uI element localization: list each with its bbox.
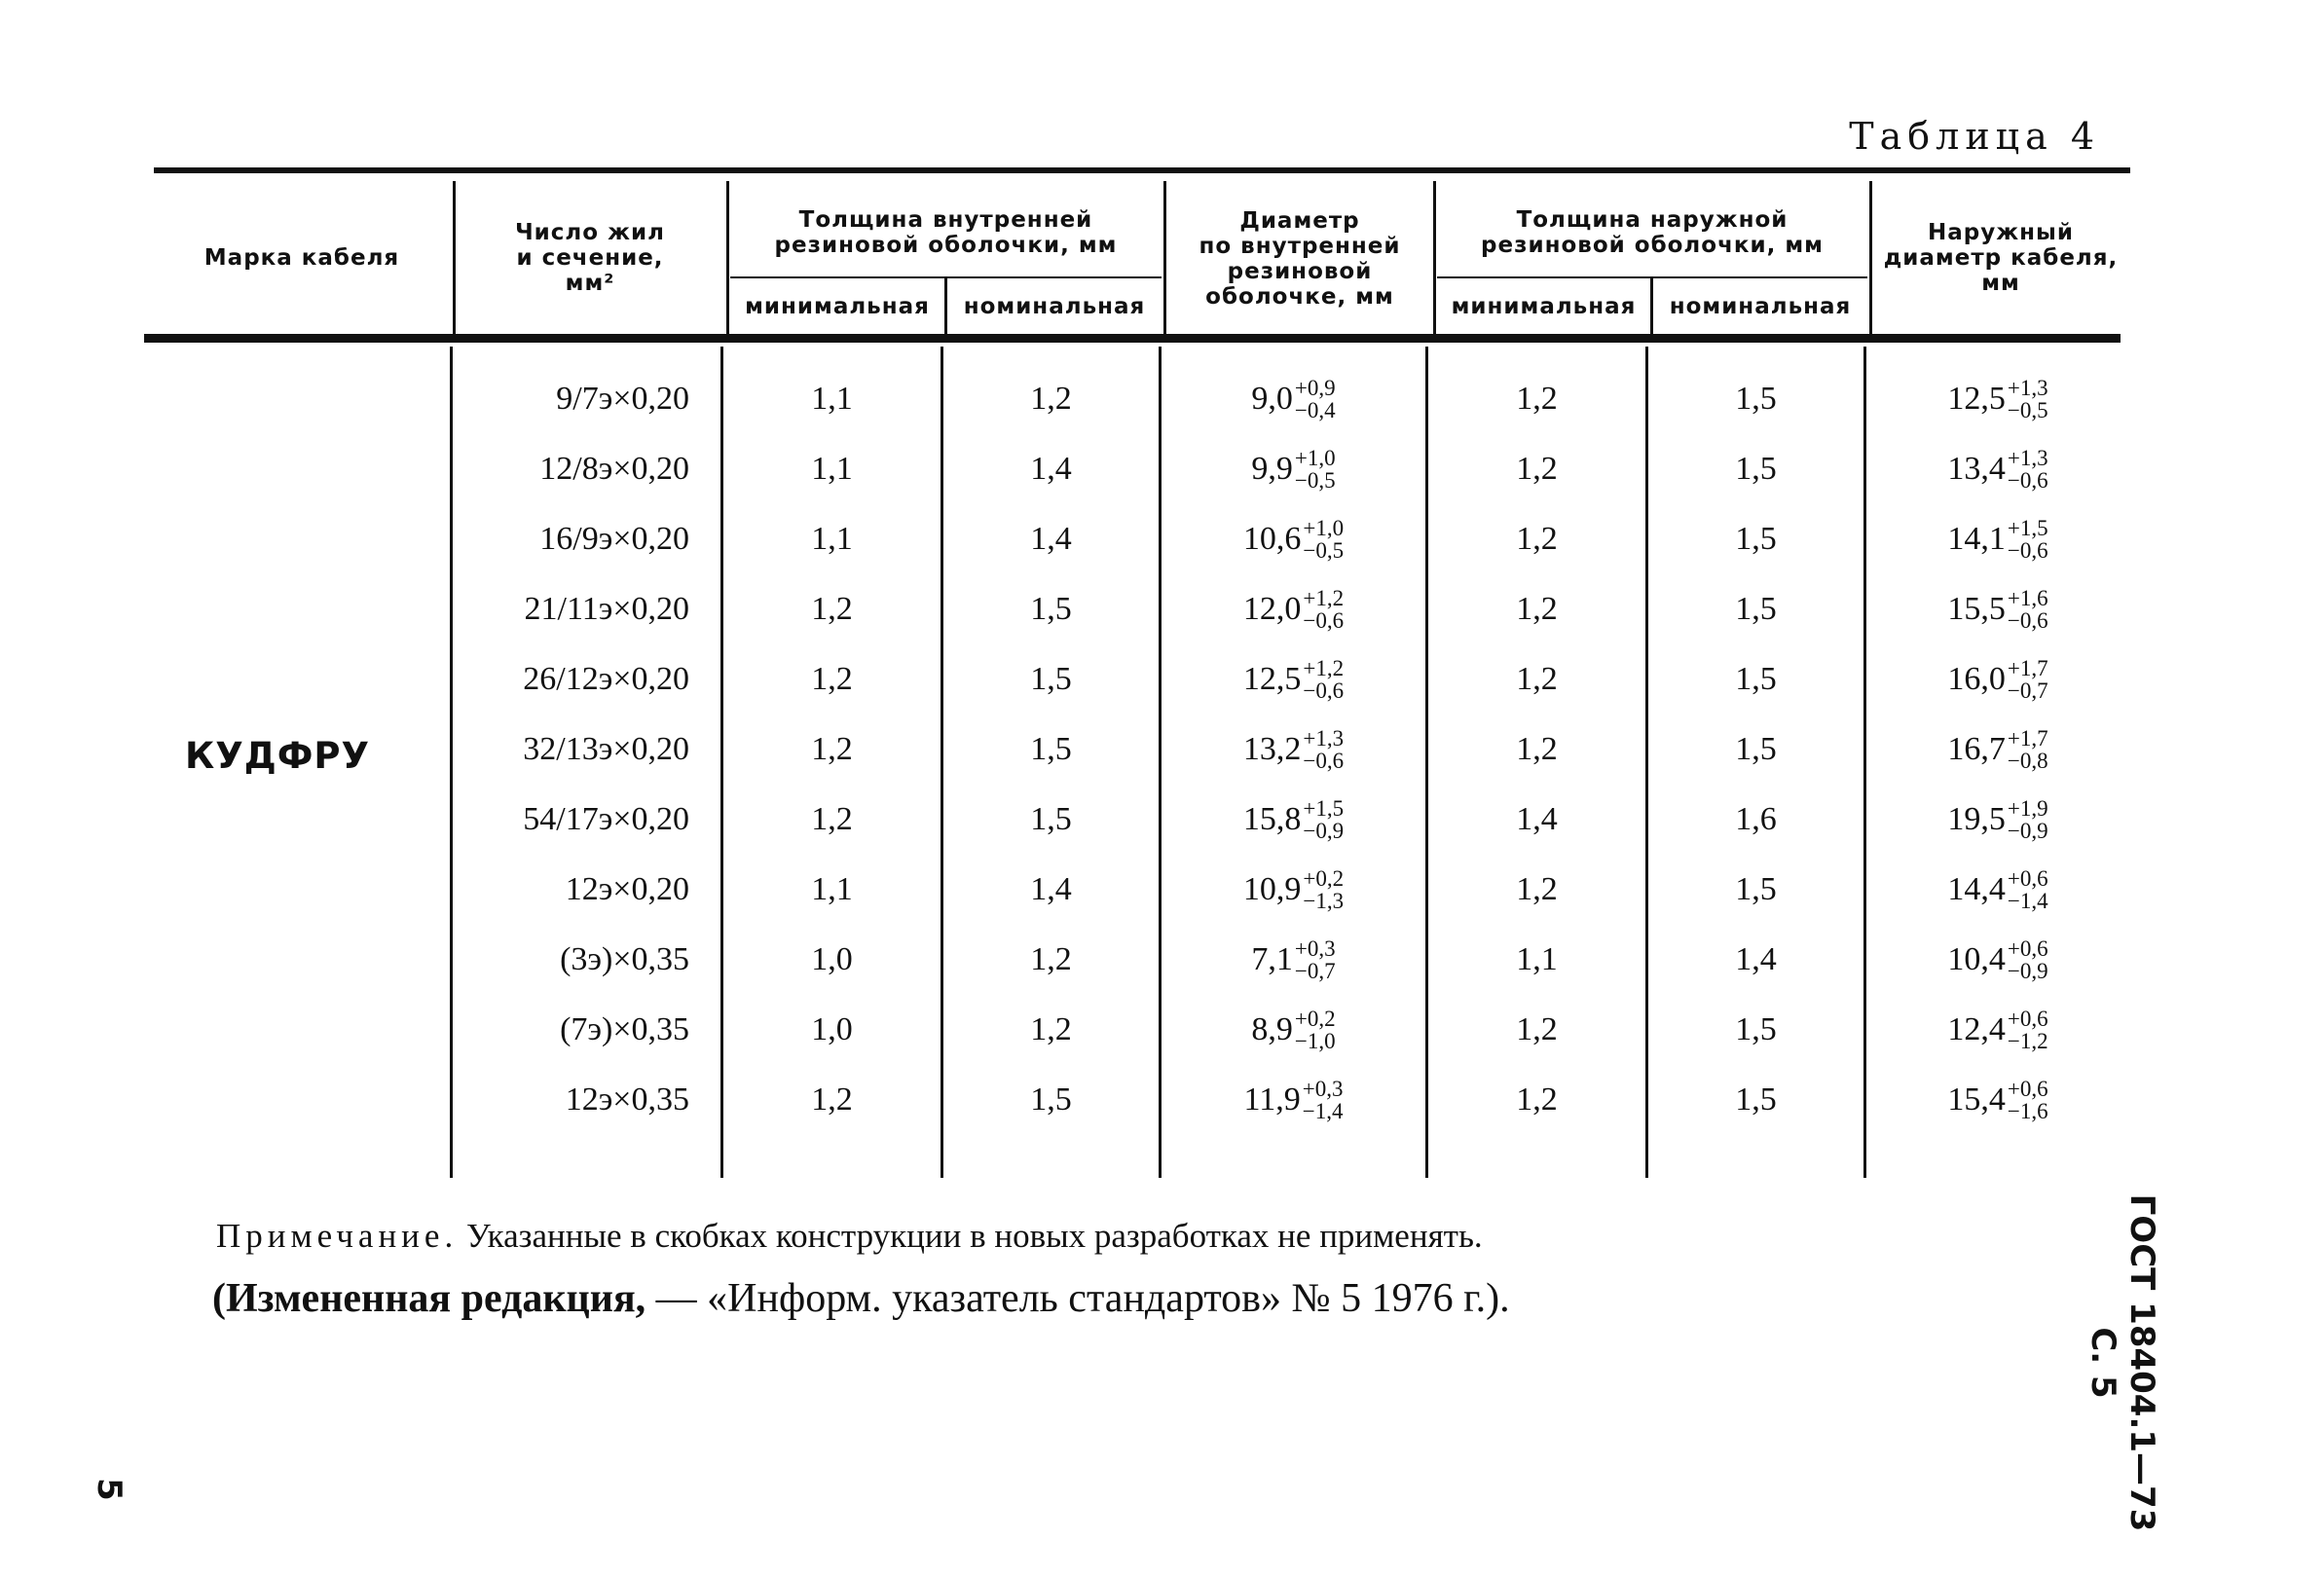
header-sub-rule (1437, 276, 1867, 278)
cell-value: 1,0 (811, 941, 853, 977)
table-row (0, 995, 2324, 1065)
header-outer-thickness-line: Толщина наружной (1516, 207, 1789, 233)
cell-d-in (1162, 925, 1425, 995)
tolerance-lower: −0,9 (2007, 959, 2048, 983)
cell-cores (456, 855, 689, 925)
cell-value: 1,5 (1735, 1081, 1777, 1118)
header-divider (726, 181, 729, 335)
cell-value: 1,5 (1735, 1011, 1777, 1047)
cell-value: 1,5 (1735, 661, 1777, 697)
cell-value: 15,4 (1947, 1081, 2006, 1118)
tolerance-lower: −0,4 (1294, 398, 1336, 422)
tolerance (1303, 517, 1344, 562)
cell-inner-min (723, 855, 941, 925)
table-top-rule (154, 167, 2130, 173)
header-inner-nom: номинальная (963, 294, 1146, 319)
page-number: 5 (89, 1478, 129, 1501)
cell-value: 9,0 (1251, 381, 1293, 417)
header-divider (1163, 181, 1166, 335)
cell-value: 1,1 (1516, 941, 1558, 977)
cell-value: 12э×0,20 (565, 871, 689, 907)
cell-value: 1,2 (1516, 521, 1558, 557)
header-outer-min: минимальная (1451, 294, 1637, 319)
header-cores (456, 181, 724, 335)
header-inner-diameter-line: Диаметр (1239, 208, 1360, 234)
tolerance-upper: +1,3 (1303, 726, 1345, 751)
cell-value: 15,8 (1242, 801, 1302, 837)
cell-value: 1,5 (1735, 451, 1777, 487)
cell-d-out (1866, 925, 2129, 995)
cell-d-in (1162, 715, 1425, 785)
cell-value: 9,9 (1251, 451, 1293, 487)
cell-cores (456, 434, 689, 504)
cell-value: 1,5 (1735, 521, 1777, 557)
tolerance (2008, 587, 2048, 632)
note-lead: Примечание. (216, 1217, 459, 1255)
tolerance-lower: −1,4 (2007, 889, 2048, 913)
cell-inner-nom (943, 504, 1159, 574)
cell-inner-nom (943, 925, 1159, 995)
table-row (0, 785, 2324, 855)
cell-d-in (1162, 995, 1425, 1065)
cell-value: 1,2 (1516, 871, 1558, 907)
table-row (0, 504, 2324, 574)
header-outer-diameter-line: мм (1981, 271, 2020, 296)
table-caption: Таблица 4 (1849, 115, 2100, 158)
tolerance-upper: +1,7 (2007, 726, 2048, 751)
tolerance-upper: +1,0 (1303, 516, 1345, 540)
cell-value: 1,2 (1516, 661, 1558, 697)
cell-inner-nom (943, 364, 1159, 434)
tolerance (2008, 1078, 2048, 1122)
tolerance (1303, 867, 1344, 912)
cell-value: (3э)×0,35 (560, 941, 689, 977)
cell-inner-min (723, 925, 941, 995)
cell-value: 12э×0,35 (565, 1081, 689, 1118)
cell-outer-min (1428, 504, 1645, 574)
tolerance-upper: +1,7 (2007, 656, 2048, 680)
header-inner-diameter-line: оболочке, мм (1205, 284, 1394, 310)
cell-outer-nom (1648, 995, 1863, 1065)
tolerance (1303, 587, 1344, 632)
tolerance (2008, 1008, 2048, 1052)
cell-d-in (1162, 434, 1425, 504)
cell-cores (456, 925, 689, 995)
cell-value: 8,9 (1251, 1011, 1293, 1047)
table-row (0, 715, 2324, 785)
cell-inner-nom (943, 855, 1159, 925)
cell-value: 1,6 (1735, 801, 1777, 837)
tolerance (2008, 727, 2048, 772)
cell-value: 32/13э×0,20 (523, 731, 689, 767)
cell-value: 10,9 (1242, 871, 1302, 907)
cell-outer-min (1428, 1065, 1645, 1135)
tolerance-upper: +1,9 (2007, 796, 2048, 821)
cell-cores (456, 574, 689, 644)
cell-value: 1,5 (1735, 731, 1777, 767)
cell-inner-nom (943, 434, 1159, 504)
table-row (0, 434, 2324, 504)
tolerance-lower: −0,6 (1303, 749, 1345, 773)
cell-value: 12/8э×0,20 (539, 451, 689, 487)
cell-inner-nom (943, 715, 1159, 785)
cell-value: 1,2 (1030, 941, 1072, 977)
cell-d-out (1866, 504, 2129, 574)
cell-d-in (1162, 574, 1425, 644)
header-inner-diameter-line: резиновой (1227, 259, 1373, 284)
tolerance (2008, 377, 2048, 421)
cell-cores (456, 644, 689, 715)
cell-inner-min (723, 574, 941, 644)
header-brand: Марка кабеля (203, 245, 400, 271)
cell-value: 1,5 (1030, 591, 1072, 627)
header-cores-line: Число жил (515, 220, 665, 245)
cell-inner-nom (943, 1065, 1159, 1135)
cell-d-out (1866, 434, 2129, 504)
cell-outer-nom (1648, 434, 1863, 504)
table-note (216, 1217, 1483, 1256)
tolerance-upper: +0,2 (1294, 1007, 1336, 1031)
tolerance-upper: +0,3 (1302, 1077, 1344, 1101)
cell-d-out (1866, 855, 2129, 925)
cell-value: 7,1 (1251, 941, 1293, 977)
cell-value: 54/17э×0,20 (523, 801, 689, 837)
cell-d-out (1866, 785, 2129, 855)
tolerance (1303, 657, 1344, 702)
amendment-note (212, 1275, 1510, 1322)
header-inner-diameter-line: по внутренней (1199, 234, 1401, 259)
cell-cores (456, 504, 689, 574)
cell-outer-nom (1648, 364, 1863, 434)
cell-value: 26/12э×0,20 (523, 661, 689, 697)
cell-d-in (1162, 364, 1425, 434)
cell-d-out (1866, 364, 2129, 434)
cell-value: 1,1 (811, 381, 853, 417)
cell-cores (456, 715, 689, 785)
cell-inner-nom (943, 785, 1159, 855)
cell-value: 1,5 (1735, 591, 1777, 627)
tolerance (1295, 937, 1336, 982)
tolerance-upper: +0,6 (2007, 1007, 2048, 1031)
cell-inner-min (723, 644, 941, 715)
cell-outer-nom (1648, 855, 1863, 925)
cell-value: 12,5 (1242, 661, 1302, 697)
table-row (0, 925, 2324, 995)
cell-outer-nom (1648, 925, 1863, 995)
tolerance (2008, 517, 2048, 562)
tolerance-lower: −0,7 (1294, 959, 1336, 983)
cell-value: 16/9э×0,20 (539, 521, 689, 557)
cell-d-out (1866, 995, 2129, 1065)
cell-value: 1,2 (1516, 731, 1558, 767)
cell-value: (7э)×0,35 (560, 1011, 689, 1047)
header-divider (1869, 181, 1872, 335)
cell-d-out (1866, 574, 2129, 644)
header-outer-diameter-line: Наружный (1928, 220, 2074, 245)
cell-value: 11,9 (1243, 1081, 1301, 1118)
cell-outer-nom (1648, 574, 1863, 644)
tolerance-lower: −1,4 (1302, 1099, 1344, 1123)
tolerance-upper: +0,6 (2007, 866, 2048, 891)
cell-value: 1,2 (811, 661, 853, 697)
tolerance-upper: +1,3 (2007, 376, 2048, 400)
cell-outer-min (1428, 995, 1645, 1065)
tolerance (1295, 377, 1336, 421)
tolerance-lower: −0,6 (2007, 468, 2048, 493)
cell-inner-min (723, 504, 941, 574)
cell-value: 10,6 (1242, 521, 1302, 557)
tolerance-lower: −0,6 (2007, 608, 2048, 633)
cell-outer-min (1428, 574, 1645, 644)
table-row (0, 644, 2324, 715)
table-row (0, 1065, 2324, 1135)
tolerance-lower: −0,8 (2007, 749, 2048, 773)
tolerance-lower: −0,7 (2007, 678, 2048, 703)
cell-value: 1,2 (1516, 451, 1558, 487)
cell-inner-min (723, 434, 941, 504)
header-outer-nom: номинальная (1669, 294, 1852, 319)
table-row (0, 574, 2324, 644)
cell-value: 1,2 (811, 1081, 853, 1118)
table-row (0, 364, 2324, 434)
cell-d-in (1162, 785, 1425, 855)
cell-outer-nom (1648, 715, 1863, 785)
cell-inner-nom (943, 995, 1159, 1065)
cell-outer-min (1428, 715, 1645, 785)
amendment-text: — «Информ. указатель стандартов» № 5 1976 г.). (655, 1276, 1510, 1321)
cell-outer-min (1428, 785, 1645, 855)
cell-inner-nom (943, 644, 1159, 715)
header-inner-diameter (1167, 185, 1432, 333)
table-header-rule (144, 334, 2121, 343)
tolerance (1303, 1078, 1344, 1122)
cell-value: 1,2 (1516, 591, 1558, 627)
note-text: Указанные в скобках конструкции в новых разработках не применять. (465, 1217, 1483, 1255)
cell-value: 14,1 (1947, 521, 2006, 557)
tolerance (1295, 1008, 1336, 1052)
cell-value: 1,2 (811, 591, 853, 627)
cell-cores (456, 364, 689, 434)
tolerance-upper: +0,6 (2007, 1077, 2048, 1101)
tolerance-upper: +1,0 (1294, 446, 1336, 470)
tolerance-upper: +0,9 (1294, 376, 1336, 400)
tolerance-lower: −1,6 (2007, 1099, 2048, 1123)
tolerance-lower: −1,3 (1303, 889, 1345, 913)
header-outer-diameter-line: диаметр кабеля, (1883, 245, 2119, 271)
cell-value: 1,5 (1030, 801, 1072, 837)
tolerance-upper: +0,3 (1294, 936, 1336, 961)
cell-value: 1,5 (1735, 871, 1777, 907)
cell-inner-min (723, 364, 941, 434)
header-cores-line: и сечение, (516, 245, 664, 271)
tolerance-lower: −0,6 (1303, 608, 1345, 633)
tolerance (2008, 797, 2048, 842)
tolerance (2008, 447, 2048, 492)
cell-d-out (1866, 715, 2129, 785)
tolerance-lower: −0,9 (1303, 819, 1345, 843)
cell-outer-min (1428, 364, 1645, 434)
tolerance-lower: −0,5 (1303, 538, 1345, 563)
table-row (0, 855, 2324, 925)
cell-value: 21/11э×0,20 (524, 591, 689, 627)
cell-value: 1,5 (1735, 381, 1777, 417)
header-inner-thickness-line: Толщина внутренней (798, 207, 1093, 233)
cell-d-out (1866, 1065, 2129, 1135)
cell-value: 1,2 (1516, 1011, 1558, 1047)
cell-outer-min (1428, 925, 1645, 995)
tolerance (1303, 797, 1344, 842)
cell-value: 1,4 (1516, 801, 1558, 837)
cell-value: 13,2 (1242, 731, 1302, 767)
tolerance-upper: +1,5 (1303, 796, 1345, 821)
cell-inner-min (723, 715, 941, 785)
cell-value: 13,4 (1947, 451, 2006, 487)
cell-inner-nom (943, 574, 1159, 644)
cell-value: 16,0 (1947, 661, 2006, 697)
cell-value: 12,5 (1947, 381, 2006, 417)
header-divider (1433, 181, 1436, 335)
tolerance-lower: −0,6 (1303, 678, 1345, 703)
cell-value: 15,5 (1947, 591, 2006, 627)
cell-value: 1,0 (811, 1011, 853, 1047)
cell-cores (456, 785, 689, 855)
tolerance-lower: −1,2 (2007, 1029, 2048, 1053)
cell-value: 1,4 (1030, 451, 1072, 487)
cell-value: 1,2 (1030, 381, 1072, 417)
cell-d-out (1866, 644, 2129, 715)
cell-inner-min (723, 1065, 941, 1135)
cell-value: 1,1 (811, 451, 853, 487)
tolerance-upper: +1,2 (1303, 656, 1345, 680)
cell-value: 1,5 (1030, 661, 1072, 697)
cell-inner-min (723, 785, 941, 855)
tolerance-lower: −0,5 (1294, 468, 1336, 493)
cell-outer-min (1428, 855, 1645, 925)
tolerance-lower: −0,5 (2007, 398, 2048, 422)
tolerance (1303, 727, 1344, 772)
cell-value: 1,4 (1735, 941, 1777, 977)
cell-outer-nom (1648, 1065, 1863, 1135)
cell-outer-min (1428, 434, 1645, 504)
cell-value: 16,7 (1947, 731, 2006, 767)
header-outer-diameter (1873, 181, 2128, 335)
tolerance-lower: −1,0 (1294, 1029, 1336, 1053)
header-inner-thickness-line: резиновой оболочки, мм (774, 233, 1118, 258)
cell-value: 1,5 (1030, 731, 1072, 767)
standard-page-label: ГОСТ 18404.1—73 С. 5 (2084, 1193, 2161, 1532)
cell-cores (456, 1065, 689, 1135)
cell-d-in (1162, 855, 1425, 925)
tolerance-upper: +1,3 (2007, 446, 2048, 470)
tolerance-upper: +0,6 (2007, 936, 2048, 961)
header-inner-min: минимальная (745, 294, 930, 319)
tolerance (2008, 657, 2048, 702)
cell-value: 1,2 (1516, 381, 1558, 417)
cell-value: 12,4 (1947, 1011, 2006, 1047)
cell-outer-min (1428, 644, 1645, 715)
cell-value: 1,4 (1030, 521, 1072, 557)
cell-value: 1,2 (1516, 1081, 1558, 1118)
cell-value: 9/7э×0,20 (556, 381, 689, 417)
cell-value: 1,5 (1030, 1081, 1072, 1118)
cell-value: 1,2 (811, 731, 853, 767)
tolerance-lower: −0,6 (2007, 538, 2048, 563)
tolerance-upper: +1,2 (1303, 586, 1345, 610)
cell-cores (456, 995, 689, 1065)
amendment-label: (Измененная редакция, (212, 1276, 646, 1321)
tolerance-upper: +1,6 (2007, 586, 2048, 610)
cell-value: 12,0 (1242, 591, 1302, 627)
header-inner-thickness (730, 191, 1162, 275)
tolerance-lower: −0,9 (2007, 819, 2048, 843)
cell-value: 1,2 (811, 801, 853, 837)
cell-value: 19,5 (1947, 801, 2006, 837)
cell-value: 1,2 (1030, 1011, 1072, 1047)
tolerance-upper: +1,5 (2007, 516, 2048, 540)
tolerance-upper: +0,2 (1303, 866, 1345, 891)
cell-value: 1,4 (1030, 871, 1072, 907)
cell-value: 1,1 (811, 871, 853, 907)
cell-value: 1,1 (811, 521, 853, 557)
cell-d-in (1162, 504, 1425, 574)
cell-inner-min (723, 995, 941, 1065)
header-outer-thickness-line: резиновой оболочки, мм (1481, 233, 1824, 258)
cell-outer-nom (1648, 644, 1863, 715)
cell-value: 10,4 (1947, 941, 2006, 977)
cell-d-in (1162, 644, 1425, 715)
cell-d-in (1162, 1065, 1425, 1135)
tolerance (1295, 447, 1336, 492)
header-cores-line: мм² (565, 271, 615, 296)
tolerance (2008, 937, 2048, 982)
cable-brand: КУДФРУ (185, 735, 371, 777)
header-outer-thickness (1437, 191, 1867, 275)
cell-outer-nom (1648, 785, 1863, 855)
cell-value: 14,4 (1947, 871, 2006, 907)
cell-outer-nom (1648, 504, 1863, 574)
header-sub-rule (730, 276, 1162, 278)
tolerance (2008, 867, 2048, 912)
